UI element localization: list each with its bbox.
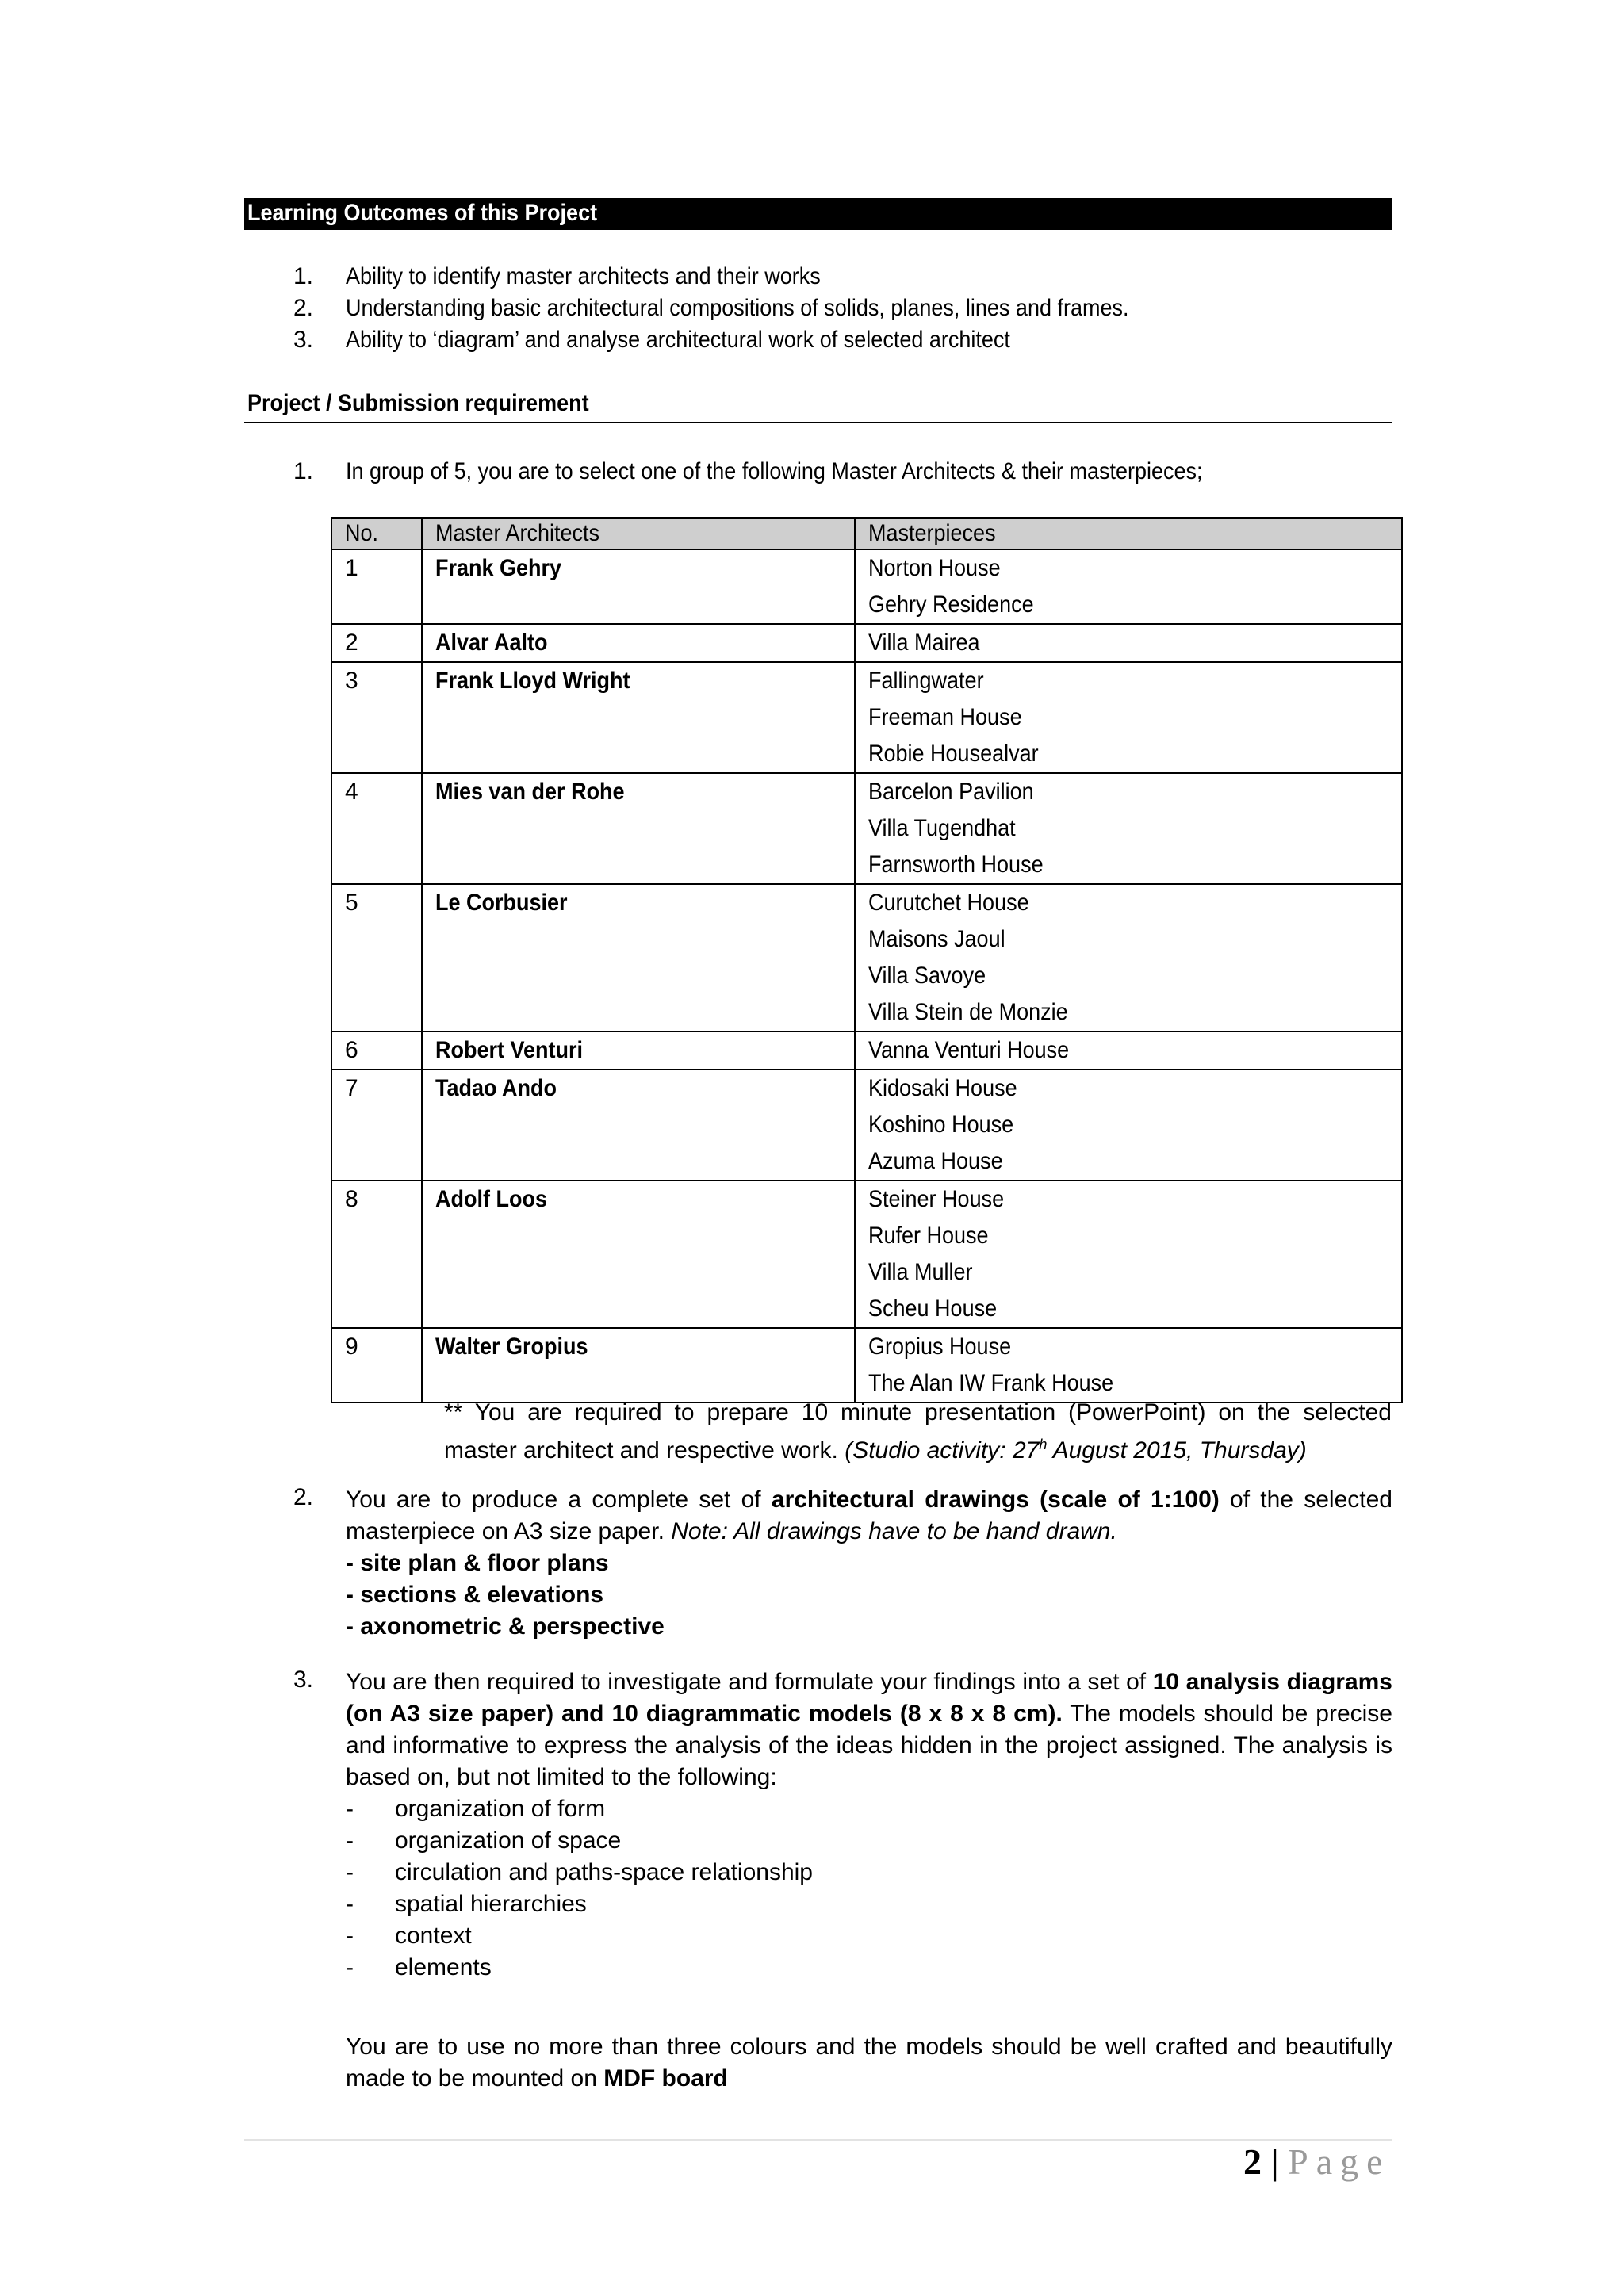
masterpieces-cell bbox=[855, 624, 1402, 662]
table-row bbox=[331, 549, 1402, 624]
header-no: No. bbox=[331, 518, 422, 549]
masterpieces-cell bbox=[855, 1070, 1402, 1181]
row-number: 3 bbox=[331, 662, 422, 773]
list-item: - elements bbox=[346, 1954, 492, 1980]
masterpiece-item: Villa Tugendhat bbox=[868, 815, 1016, 841]
closing-paragraph: You are to use no more than three colours and the models should be well crafted and beautifully made to be mounted on MDF board bbox=[346, 2034, 1392, 2091]
outcome-number: 3. bbox=[293, 327, 314, 353]
outcome-number: 2. bbox=[293, 295, 314, 321]
list-item: - organization of space bbox=[346, 1827, 622, 1854]
header-masterpieces: Masterpieces bbox=[855, 518, 1402, 549]
masterpiece-item: Barcelon Pavilion bbox=[868, 779, 1034, 805]
masterpiece-item: The Alan IW Frank House bbox=[868, 1370, 1114, 1396]
requirement-item-2: You are to produce a complete set of architectural drawings (scale of 1:100) of the selected masterpiece on A3 size paper. Note: All drawings have to be hand drawn. bbox=[346, 1487, 1392, 1544]
table-row bbox=[331, 1181, 1402, 1328]
row-number: 1 bbox=[331, 549, 422, 624]
drawing-list bbox=[346, 1548, 1392, 1643]
row-number: 6 bbox=[331, 1031, 422, 1070]
masterpieces-cell bbox=[855, 1031, 1402, 1070]
masterpiece-item: Farnsworth House bbox=[868, 851, 1044, 878]
footer-divider bbox=[244, 2139, 1392, 2141]
master-architects-table bbox=[331, 517, 1403, 1403]
drawing-list-item: - axonometric & perspective bbox=[346, 1613, 665, 1640]
table-row bbox=[331, 773, 1402, 884]
masterpiece-item: Gehry Residence bbox=[868, 591, 1034, 618]
section-divider bbox=[244, 422, 1392, 423]
list-item: - spatial hierarchies bbox=[346, 1891, 587, 1917]
table-row bbox=[331, 1031, 1402, 1070]
masterpiece-item: Maisons Jaoul bbox=[868, 926, 1005, 952]
learning-outcomes-title: Learning Outcomes of this Project bbox=[247, 200, 598, 226]
masterpiece-item: Azuma House bbox=[868, 1148, 1003, 1174]
requirement-number-3: 3. bbox=[293, 1667, 314, 1693]
masterpieces-cell bbox=[855, 884, 1402, 1031]
row-number: 2 bbox=[331, 624, 422, 662]
table-row bbox=[331, 884, 1402, 1031]
requirement-item-3: You are then required to investigate and formulate your findings into a set of 10 analysis diagrams (on A3 size paper) and 10 diagrammatic models (8 x 8 x 8 cm). The models should be precise and informative to express the analysis of the ideas hidden in the project assigned. The analysis is based on, but not limited to the following: bbox=[346, 1669, 1392, 1790]
masterpieces-cell bbox=[855, 1328, 1402, 1402]
masterpiece-item: Vanna Venturi House bbox=[868, 1037, 1070, 1063]
outcome-item-3 bbox=[293, 327, 1084, 354]
architect-name: Le Corbusier bbox=[422, 884, 855, 1031]
requirement-number: 1. bbox=[293, 458, 314, 484]
project-requirements-title: Project / Submission requirement bbox=[247, 390, 589, 416]
masterpiece-item: Villa Mairea bbox=[868, 629, 980, 656]
list-item: - context bbox=[346, 1923, 472, 1949]
requirement-item-1 bbox=[293, 458, 1298, 485]
masterpiece-item: Villa Stein de Monzie bbox=[868, 999, 1068, 1025]
page-number: 2 | Page bbox=[1243, 2141, 1391, 2182]
masterpieces-cell bbox=[855, 549, 1402, 624]
masterpiece-item: Steiner House bbox=[868, 1186, 1005, 1212]
analysis-criteria-list bbox=[346, 1793, 813, 1984]
architect-name: Robert Venturi bbox=[422, 1031, 855, 1070]
outcome-item-2 bbox=[293, 295, 1216, 322]
architect-name: Frank Gehry bbox=[422, 549, 855, 624]
row-number: 9 bbox=[331, 1328, 422, 1402]
table-row bbox=[331, 662, 1402, 773]
row-number: 8 bbox=[331, 1181, 422, 1328]
masterpieces-cell bbox=[855, 1181, 1402, 1328]
list-item: - organization of form bbox=[346, 1796, 606, 1822]
masterpiece-item: Villa Savoye bbox=[868, 962, 986, 989]
masterpiece-item: Koshino House bbox=[868, 1112, 1014, 1138]
masterpiece-item: Freeman House bbox=[868, 704, 1022, 730]
row-number: 7 bbox=[331, 1070, 422, 1181]
masterpiece-item: Rufer House bbox=[868, 1223, 989, 1249]
requirement-text: In group of 5, you are to select one of the following Master Architects & their masterpieces; bbox=[346, 458, 1203, 484]
table-row bbox=[331, 1070, 1402, 1181]
architect-name: Walter Gropius bbox=[422, 1328, 855, 1402]
list-item: - circulation and paths-space relationship bbox=[346, 1859, 813, 1885]
masterpiece-item: Gropius House bbox=[868, 1334, 1012, 1360]
masterpiece-item: Robie Housealvar bbox=[868, 740, 1039, 767]
outcome-text: Ability to ‘diagram’ and analyse architectural work of selected architect bbox=[346, 327, 1010, 353]
masterpiece-item: Scheu House bbox=[868, 1295, 998, 1322]
outcome-item-1 bbox=[293, 263, 873, 290]
architect-name: Adolf Loos bbox=[422, 1181, 855, 1328]
masterpiece-item: Villa Muller bbox=[868, 1259, 973, 1285]
table-row bbox=[331, 624, 1402, 662]
masterpieces-cell bbox=[855, 773, 1402, 884]
masterpiece-item: Fallingwater bbox=[868, 668, 984, 694]
table-row bbox=[331, 1328, 1402, 1402]
row-number: 5 bbox=[331, 884, 422, 1031]
requirement-number-2: 2. bbox=[293, 1484, 314, 1510]
outcome-text: Understanding basic architectural compositions of solids, planes, lines and frames. bbox=[346, 295, 1129, 321]
masterpieces-cell bbox=[855, 662, 1402, 773]
architect-name: Mies van der Rohe bbox=[422, 773, 855, 884]
row-number: 4 bbox=[331, 773, 422, 884]
architect-name: Alvar Aalto bbox=[422, 624, 855, 662]
masterpiece-item: Curutchet House bbox=[868, 890, 1029, 916]
architect-name: Tadao Ando bbox=[422, 1070, 855, 1181]
outcome-text: Ability to identify master architects and their works bbox=[346, 263, 821, 289]
outcome-number: 1. bbox=[293, 263, 314, 289]
presentation-note: ** You are required to prepare 10 minute presentation (PowerPoint) on the selected master architect and respective work. (Studio activity: 27$^h$ August 2015, Thursday) bbox=[444, 1399, 1392, 1464]
table-header-row bbox=[331, 518, 1402, 549]
masterpiece-item: Kidosaki House bbox=[868, 1075, 1017, 1101]
masterpiece-item: Norton House bbox=[868, 555, 1001, 581]
architect-name: Frank Lloyd Wright bbox=[422, 662, 855, 773]
header-architects: Master Architects bbox=[422, 518, 855, 549]
drawing-list-item: - site plan & floor plans bbox=[346, 1550, 609, 1576]
drawing-list-item: - sections & elevations bbox=[346, 1582, 604, 1608]
